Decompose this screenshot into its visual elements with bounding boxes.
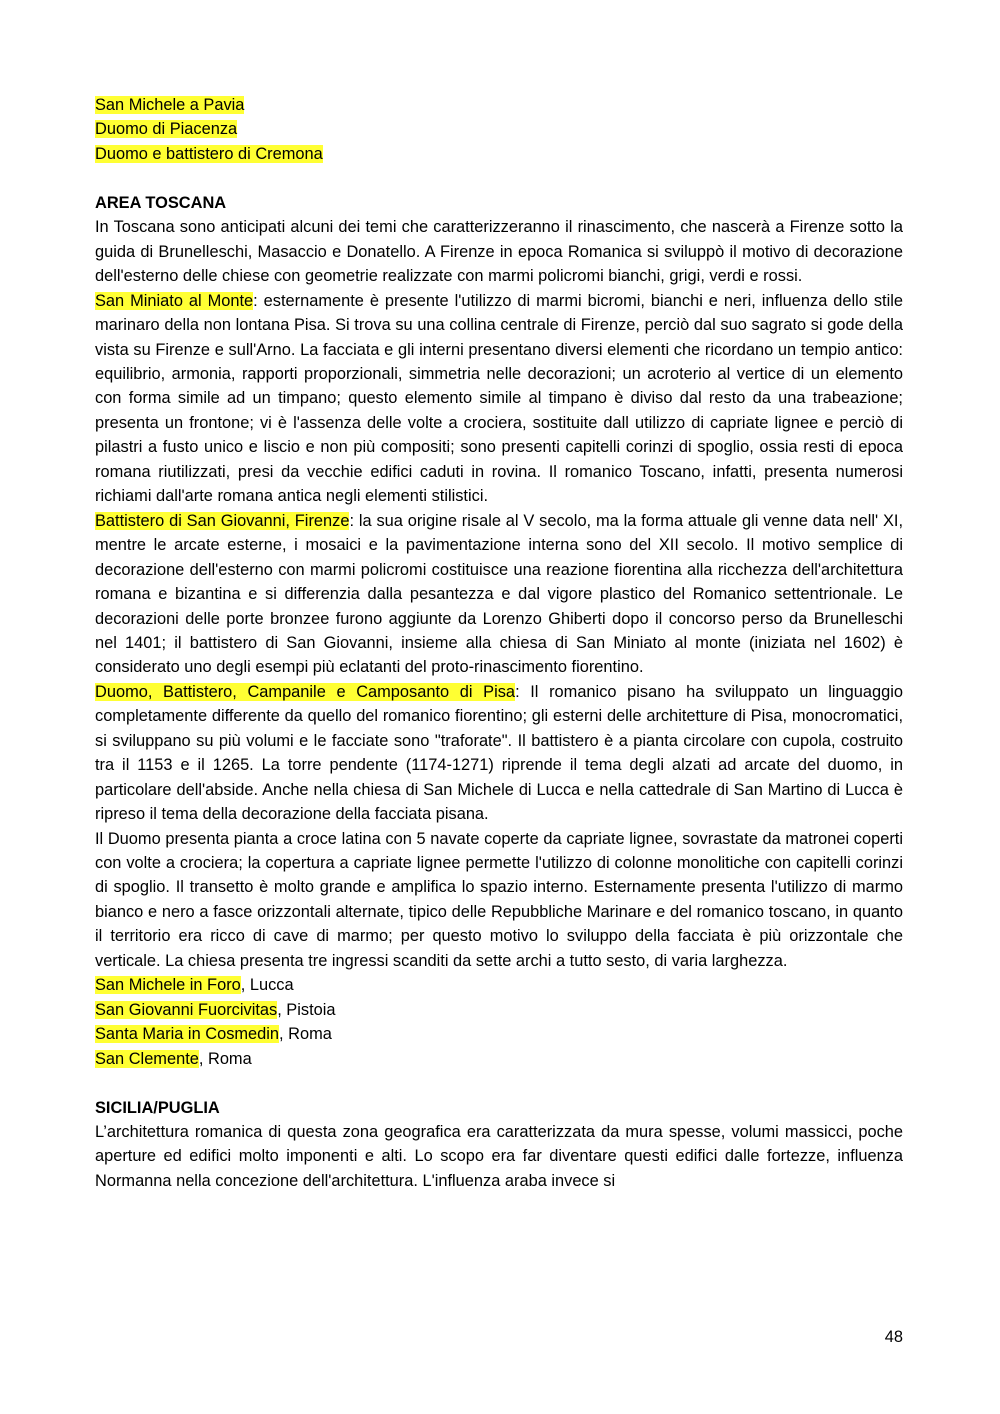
section-heading-toscana: AREA TOSCANA [95,193,227,212]
paragraph-san-miniato [95,289,903,509]
list-item-place: , Roma [279,1025,332,1044]
paragraph-battistero [95,509,903,680]
section-heading-sicilia: SICILIA/PUGLIA [95,1098,220,1117]
highlighted-title: San Clemente [95,1049,199,1068]
highlighted-title: Duomo di Piacenza [95,120,238,139]
highlighted-title: Santa Maria in Cosmedin [95,1025,280,1044]
highlighted-title: Duomo e battistero di Cremona [95,144,323,163]
list-item [95,1047,903,1071]
page-number: 48 [884,1328,903,1346]
list-item [95,998,903,1022]
highlighted-title: San Michele a Pavia [95,96,245,114]
spacer [95,1071,903,1095]
paragraph-duomo: Il Duomo presenta pianta a croce latina con 5 navate coperte da capriate lignee, sovrastate da matronei coperti con volte a crociera; la copertura a capriate lignee permette l'utilizzo di colonne monolitiche con capitelli corinzi di spoglio. Il transetto è molto grande e amplifica lo spazio interno. Esternamente presenta l'utilizzo di marmo bianco e nero a fasce orizzontali alternate, tipico delle Repubbliche Marinare e del romanico toscano, in quanto il territorio era ricco di cave di marmo; per questo motivo lo sviluppo della facciata è più orizzontale che verticale. La chiesa presenta tre ingressi scanditi da sette archi a tutto sesto, di varia larghezza. [95,829,903,970]
list-item-place: , Pistoia [277,1000,336,1019]
paragraph-pisa [95,680,903,827]
highlighted-title: San Giovanni Fuorcivitas [95,1000,278,1019]
highlighted-title: Battistero di San Giovanni, Firenze [95,511,350,530]
paragraph-text: : la sua origine risale al V secolo, ma la forma attuale gli venne data nell' XI, mentre le arcate esterne, i mosaici e la pavimentazione interna sono del XII secolo. Il motivo semplice di decorazione dell'esterno con marmi policromi costituisce una reazione fiorentina alla ricchezza dell'architettura romana e bizantina e si differenzia dalla pesantezza e dal vigore plastico del Romanico settentrionale. Le decorazioni delle porte bronzee furono aggiunte da Lorenzo Ghiberti dopo il concorso perso da Brunelleschi nel 1401; il battistero di San Giovanni, insieme alla chiesa di San Miniato al monte (iniziata nel 1602) è considerato uno degli esempi più eclatanti del proto-rinascimento fiorentino. [95,511,903,677]
paragraph-toscana-intro: In Toscana sono anticipati alcuni dei temi che caratterizzeranno il rinascimento, che nascerà a Firenze sotto la guida di Brunelleschi, Masaccio e Donatello. A Firenze in epoca Romanica si sviluppò il motivo di decorazione dell'esterno delle chiese con geometrie realizzate con marmi policromi bianchi, grigi, verdi e rossi. [95,218,903,286]
list-item-place: , Roma [198,1049,252,1068]
list-item-place: , Lucca [240,976,294,995]
list-item [95,1022,903,1046]
highlighted-title: San Michele in Foro [95,976,241,995]
paragraph-sicilia: L’architettura romanica di questa zona geografica era caratterizzata da mura spesse, volumi massicci, poche aperture ed edifici molto imponenti e alti. Lo scopo era far diventare questi edifici dalle fortezze, influenza Normanna nella concezione dell'architettura. L'influenza araba invece si [95,1123,903,1190]
paragraph-text: : esternamente è presente l'utilizzo di marmi bicromi, bianchi e neri, influenza dello stile marinaro della non lontana Pisa. Si trova su una collina centrale di Firenze, perciò dal suo sagrato si gode della vista su Firenze e sull'Arno. La facciata e gli interni presentano diversi elementi che ricordano un tempio antico: equilibrio, armonia, rapporti proporzionali, simmetria nelle decorazioni; un acroterio al vertice di un elemento con forma simile ad un timpano; questo elemento simile al timpano è diviso dal resto da una trabeazione; presenta un frontone; vi è l'assenza delle volte a crociera, sostituite dall utilizzo di capriate lignee e perciò di pilastri a fusto unico e liscio e non più compositi; sono presenti capitelli corinzi di spoglio, ossia resti di epoca romana riutilizzati, presi da vecchie edifici caduti in rovina. Il romanico Toscano, infatti, presenta numerosi richiami dall'arte romana antica negli elementi stilistici. [95,291,903,506]
list-item [95,142,903,166]
paragraph-text: : Il romanico pisano ha sviluppato un linguaggio completamente differente da quello del romanico fiorentino; gli esterni delle architetture di Pisa, monocromatici, si sviluppano su più volumi e le facciate sono "traforate". Il battistero è a pianta circolare con cupola, costruito tra il 1153 e il 1265. La torre pendente (1174-1271) riprende il tema degli alzati ad arcate del duomo, in particolare dell'abside. Anche nella chiesa di San Michele di Lucca e nella cattedrale di San Martino di Lucca è ripreso il tema della decorazione della facciata pisana. [95,682,903,824]
spacer [95,166,903,190]
list-item [95,973,903,997]
highlighted-title: San Miniato al Monte [95,291,254,310]
document-page [95,93,903,1193]
list-item [95,117,903,141]
highlighted-title: Duomo, Battistero, Campanile e Camposanto di Pisa [95,682,516,701]
list-item [95,93,903,117]
